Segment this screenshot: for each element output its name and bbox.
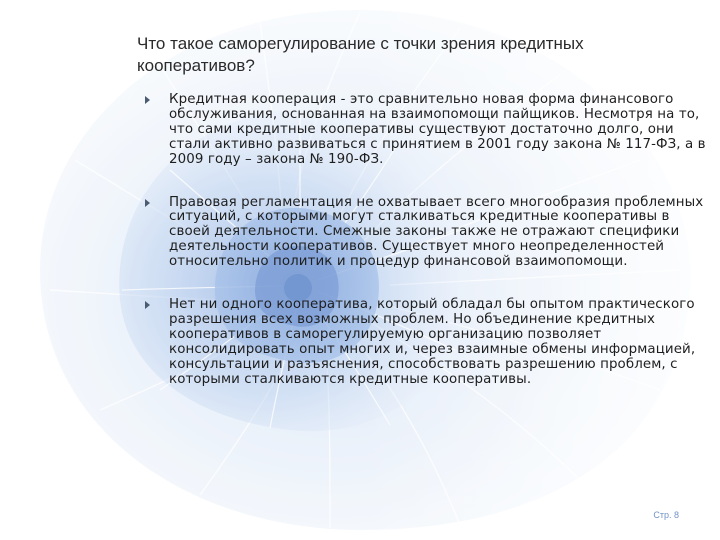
bullet-text: Нет ни одного кооператива, который обладал бы опытом практического разрешения всех возможных проблем. Но объединение кредитных кооперативов в саморегулируемую организацию позволяет консолидировать опыт многих и, через взаимные обмены информацией, консультации и разъяснения, способствовать разрешению проблем, с которыми сталкиваются кредитные кооперативы.	[169, 297, 696, 387]
bullet-item	[145, 298, 710, 387]
slide-title: Что такое саморегулирование с точки зрения кредитных кооперативов?	[137, 34, 584, 75]
triangle-right-icon	[145, 96, 150, 104]
bullet-item	[145, 196, 710, 271]
bullet-list	[145, 93, 710, 388]
bullet-text: Правовая регламентация не охватывает всего многообразия проблемных ситуаций, с которыми могут сталкиваться кредитные кооперативы в своей деятельности. Смежные законы также не отражают специфики деятельности кооперативов. Существует много неопределенностей относительно политик и процедур финансовой взаимопомощи.	[169, 194, 704, 270]
bullet-text: Кредитная кооперация - это сравнительно новая форма финансового обслуживания, основанная на взаимопомощи пайщиков. Несмотря на то, что сами кредитные кооперативы существуют достаточно долго, они стали активно развиваться с принятием в 2001 году закона № 117-ФЗ, а в 2009 году – закона № 190-ФЗ.	[169, 92, 706, 167]
bullet-item	[145, 93, 710, 168]
triangle-right-icon	[145, 301, 150, 309]
page-number: Стр. 8	[653, 510, 679, 520]
triangle-right-icon	[145, 199, 150, 207]
